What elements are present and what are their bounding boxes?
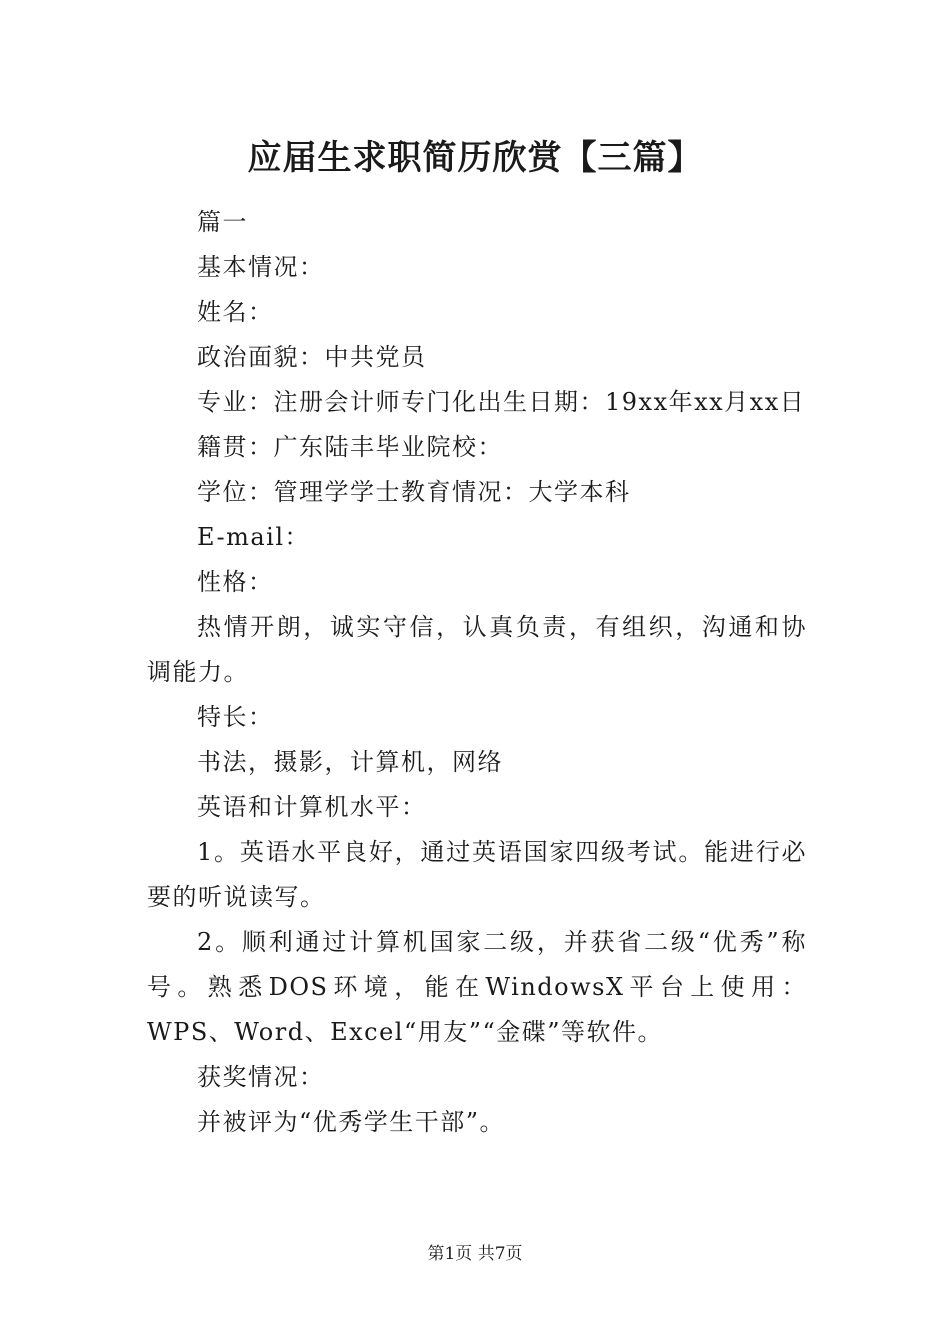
section-heading: 篇一: [197, 208, 248, 236]
language-computer-heading: 英语和计算机水平：: [197, 793, 427, 821]
personality-text: 热情开朗，诚实守信，认真负责，有组织，沟通和协调能力。: [147, 613, 807, 686]
skills-text: 书法，摄影，计算机，网络: [197, 748, 503, 776]
hometown-school-line: 籍贯：广东陆丰毕业院校：: [197, 433, 503, 461]
political-status-line: 政治面貌：中共党员: [197, 343, 427, 371]
major-birthdate-line: 专业：注册会计师专门化出生日期：19xx年xx月xx日: [197, 388, 806, 416]
awards-heading: 获奖情况：: [197, 1063, 325, 1091]
computer-level-text: 2。顺利通过计算机国家二级，并获省二级“优秀”称号。熟悉DOS环境，能在WindowsX平台上使用：WPS、Word、Excel“用友”“金碟”等软件。: [147, 928, 807, 1046]
personality-heading: 性格：: [197, 568, 274, 596]
awards-text: 并被评为“优秀学生干部”。: [197, 1108, 506, 1136]
basic-info-heading: 基本情况：: [197, 253, 325, 281]
document-body: [147, 200, 807, 1145]
english-level-text: 1。英语水平良好，通过英语国家四级考试。能进行必要的听说读写。: [147, 838, 807, 911]
email-line: E-mail：: [197, 523, 310, 551]
document-title: 应届生求职简历欣赏【三篇】: [247, 138, 703, 178]
page-footer: 第1页 共7页: [427, 1244, 523, 1264]
name-line: 姓名：: [197, 298, 274, 326]
degree-education-line: 学位：管理学学士教育情况：大学本科: [197, 478, 631, 506]
skills-heading: 特长：: [197, 703, 274, 731]
